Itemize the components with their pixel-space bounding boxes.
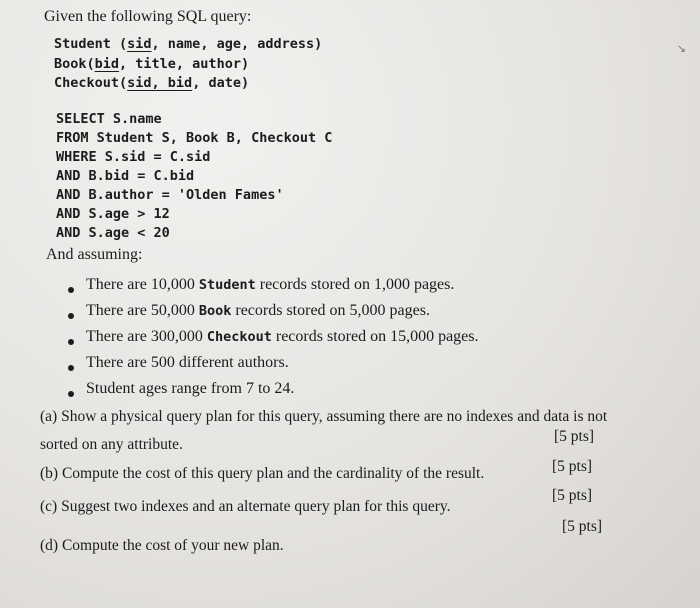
corner-mark: ↘	[676, 42, 686, 55]
assumption-item: There are 500 different authors.	[86, 354, 289, 371]
bullet-icon	[68, 391, 74, 397]
query-line: AND B.bid = C.bid	[56, 168, 195, 184]
assumption-item: There are 50,000 Book records stored on 5,000 pages.	[86, 302, 430, 319]
points-b: [5 pts]	[552, 458, 593, 475]
query-line: AND S.age > 12	[56, 206, 170, 222]
query-line: WHERE S.sid = C.sid	[56, 149, 211, 165]
assumption-item: There are 10,000 Student records stored on 1,000 pages.	[86, 276, 455, 293]
question-b: (b) Compute the cost of this query plan and the cardinality of the result.	[40, 465, 485, 482]
assuming-label: And assuming:	[46, 246, 143, 263]
question-c: (c) Suggest two indexes and an alternate query plan for this query.	[40, 498, 451, 515]
question-a: (a) Show a physical query plan for this query, assuming there are no indexes and data is not	[40, 408, 608, 425]
schema-student: Student (sid, name, age, address)	[54, 36, 323, 52]
query-line: FROM Student S, Book B, Checkout C	[56, 130, 333, 146]
query-line: AND S.age < 20	[56, 225, 170, 241]
query-line: SELECT S.name	[56, 111, 162, 127]
bullet-icon	[68, 365, 74, 371]
bullet-icon	[68, 339, 74, 345]
assumption-item: Student ages range from 7 to 24.	[86, 380, 295, 397]
assumption-item: There are 300,000 Checkout records stored on 15,000 pages.	[86, 328, 479, 345]
intro-text: Given the following SQL query:	[44, 8, 252, 25]
query-line: AND B.author = 'Olden Fames'	[56, 187, 284, 203]
question-a-cont: sorted on any attribute.	[40, 436, 183, 453]
schema-book: Book(bid, title, author)	[54, 56, 250, 72]
bullet-icon	[68, 287, 74, 293]
points-d: [5 pts]	[562, 518, 603, 535]
points-a: [5 pts]	[554, 428, 595, 445]
question-d: (d) Compute the cost of your new plan.	[40, 537, 284, 554]
points-c: [5 pts]	[552, 487, 593, 504]
schema-checkout: Checkout(sid, bid, date)	[54, 75, 250, 91]
bullet-icon	[68, 313, 74, 319]
